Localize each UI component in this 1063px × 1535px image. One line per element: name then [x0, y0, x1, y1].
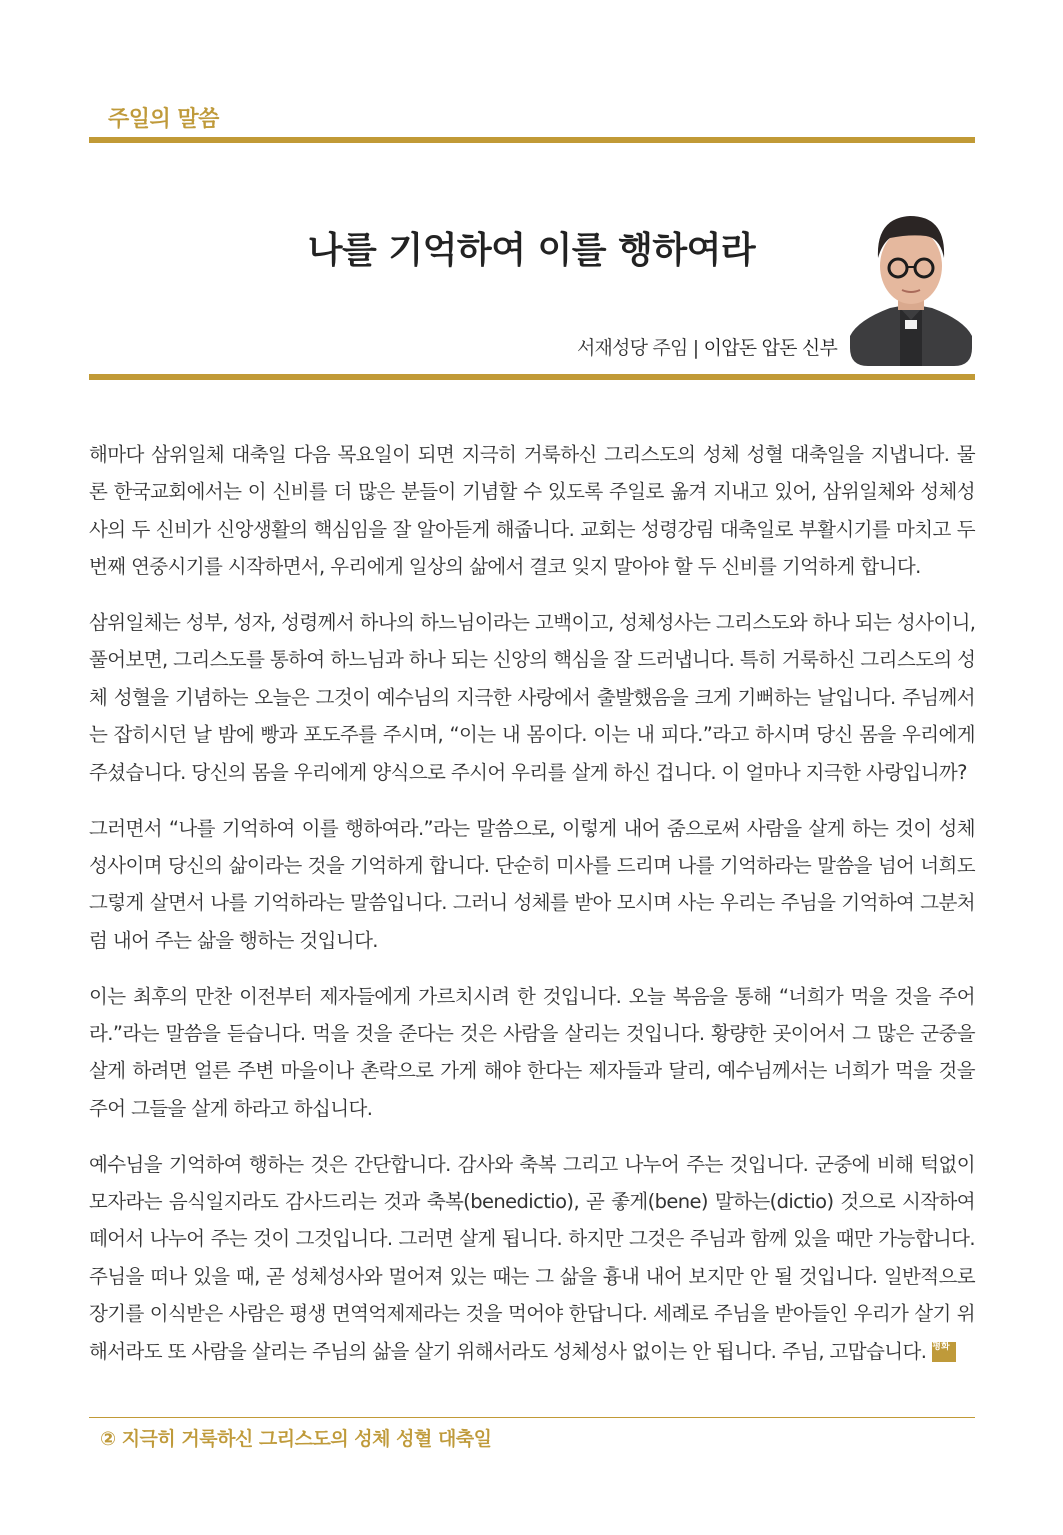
text-line: 번째 연중시기를 시작하면서, 우리에게 일상의 삶에서 결코 잊지 말아야 할 두 신비를 기억하게 합니다. [89, 555, 921, 579]
footer-caption: ② 지극히 거룩하신 그리스도의 성체 성혈 대축일 [100, 1428, 492, 1450]
footer-divider [89, 1417, 975, 1418]
text-line: 그렇게 살면서 나를 기억하라는 말씀입니다. 그러니 성체를 받아 모시며 사는 우리는 주님을 기억하여 그분처 [89, 891, 975, 915]
article-title: 나를 기억하여 이를 행하여라 [307, 230, 756, 271]
title-divider [89, 374, 975, 380]
text-line [89, 1333, 975, 1370]
text-line: 예수님을 기억하여 행하는 것은 간단합니다. 감사와 축복 그리고 나누어 주는 것입니다. 군중에 비해 턱없이 [89, 1152, 975, 1176]
text-line-content: 해서라도 또 사람을 살리는 주님의 삶을 살기 위해서라도 성체성사 없이는 안 됩니다. 주님, 고맙습니다. [89, 1339, 927, 1363]
paragraph [89, 1146, 975, 1370]
byline-separator: | [692, 337, 699, 359]
text-line: 성사이며 당신의 삶이라는 것을 기억하게 합니다. 단순히 미사를 드리며 나를 기억하라는 말씀을 넘어 너희도 [89, 853, 975, 877]
text-line: 풀어보면, 그리스도를 통하여 하느님과 하나 되는 신앙의 핵심을 잘 드러냅니다. 특히 거룩하신 그리스도의 성 [89, 648, 976, 672]
author-photo [850, 208, 972, 366]
text-line: 주어 그들을 살게 하라고 하십니다. [89, 1096, 373, 1120]
text-line: 사의 두 신비가 신앙생활의 핵심임을 잘 알아듣게 해줍니다. 교회는 성령강림 대축일로 부활시기를 마치고 두 [89, 517, 975, 541]
top-divider [89, 137, 975, 143]
text-line: 체 성혈을 기념하는 오늘은 그것이 예수님의 지극한 사랑에서 출발했음을 크게 기뻐하는 날입니다. 주님께서 [89, 685, 975, 709]
paragraph [89, 604, 975, 791]
paragraph [89, 436, 975, 586]
text-line: 럼 내어 주는 삶을 행하는 것입니다. [89, 928, 378, 952]
text-line: 주셨습니다. 당신의 몸을 우리에게 양식으로 주시어 우리를 살게 하신 겁니다. 이 얼마나 지극한 사랑입니까? [89, 760, 967, 784]
byline-author: 이압돈 압돈 신부 [703, 337, 837, 359]
article-body [89, 436, 975, 1388]
byline-church: 서재성당 주임 [576, 337, 688, 359]
text-line: 모자라는 음식일지라도 감사드리는 것과 축복(benedictio), 곧 좋게(bene) 말하는(dictio) 것으로 시작하여 [89, 1190, 975, 1214]
byline [577, 333, 837, 360]
text-line: 해마다 삼위일체 대축일 다음 목요일이 되면 지극히 거룩하신 그리스도의 성체 성혈 대축일을 지냅니다. 물 [89, 443, 975, 466]
section-label: 주일의 말씀 [108, 107, 219, 132]
paragraph [89, 978, 975, 1128]
text-line: 론 한국교회에서는 이 신비를 더 많은 분들이 기념할 수 있도록 주일로 옮겨 지내고 있어, 삼위일체와 성체성 [89, 480, 975, 504]
text-line: 떼어서 나누어 주는 것이 그것입니다. 그러면 살게 됩니다. 하지만 그것은 주님과 함께 있을 때만 가능합니다. [89, 1227, 975, 1251]
text-line: 이는 최후의 만찬 이전부터 제자들에게 가르치시려 한 것입니다. 오늘 복음을 통해 “너희가 먹을 것을 주어 [89, 984, 975, 1008]
text-line: 는 잡히시던 날 밤에 빵과 포도주를 주시며, “이는 내 몸이다. 이는 내 피다.”라고 하시며 당신 몸을 우리에게 [89, 723, 975, 747]
text-line: 그러면서 “나를 기억하여 이를 행하여라.”라는 말씀으로, 이렇게 내어 줌으로써 사람을 살게 하는 것이 성체 [89, 816, 975, 840]
text-line: 삼위일체는 성부, 성자, 성령께서 하나의 하느님이라는 고백이고, 성체성사는 그리스도와 하나 되는 성사이니, [89, 611, 976, 635]
peace-seal-icon: 평화 [932, 1342, 956, 1362]
text-line: 주님을 떠나 있을 때, 곧 성체성사와 멀어져 있는 때는 그 삶을 흉내 내어 보지만 안 될 것입니다. 일반적으로 [89, 1264, 975, 1288]
text-line: 장기를 이식받은 사람은 평생 면역억제제라는 것을 먹어야 한답니다. 세례로 주님을 받아들인 우리가 살기 위 [89, 1302, 975, 1326]
text-line: 라.”라는 말씀을 듣습니다. 먹을 것을 준다는 것은 사람을 살리는 것입니다. 황량한 곳이어서 그 많은 군중을 [89, 1021, 975, 1045]
text-line: 살게 하려면 얼른 주변 마을이나 촌락으로 가게 해야 한다는 제자들과 달리, 예수님께서는 너희가 먹을 것을 [89, 1059, 975, 1083]
paragraph [89, 810, 975, 960]
